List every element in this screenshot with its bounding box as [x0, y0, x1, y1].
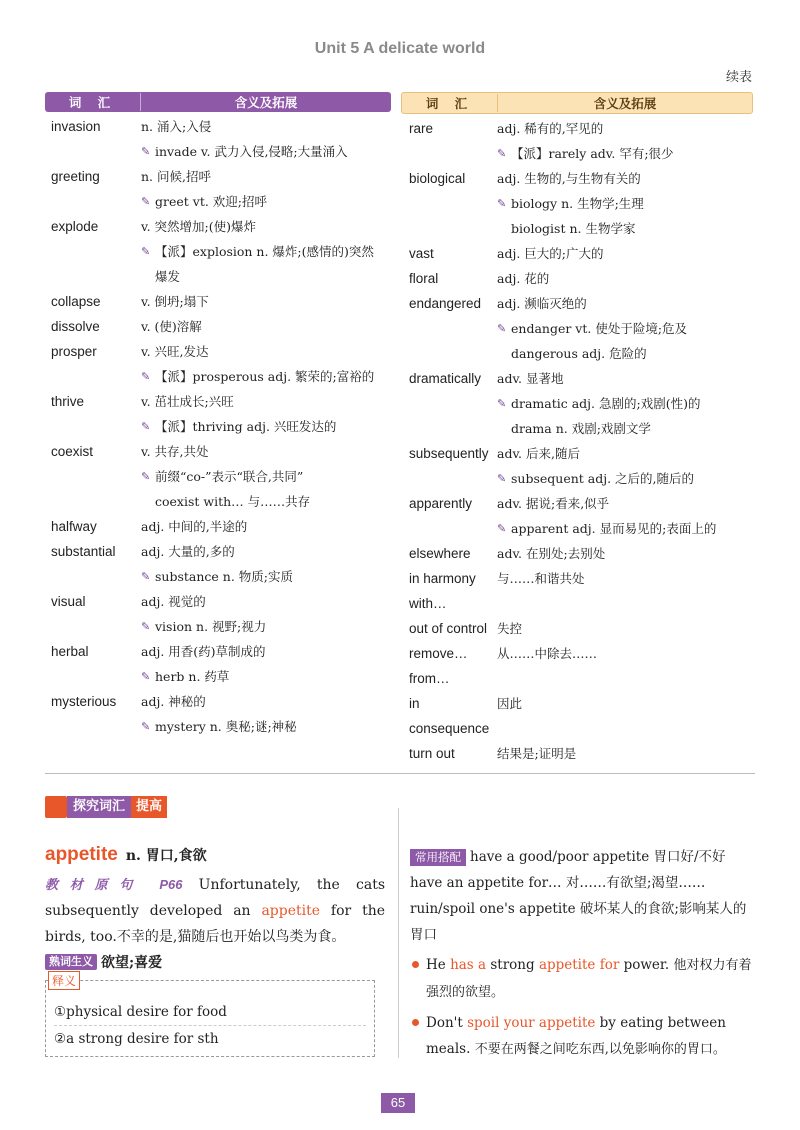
ex-translation: 不要在两餐之间吃东西,以免影响你的胃口。 — [474, 1042, 726, 1057]
vocab-word: greeting — [51, 169, 100, 184]
meaning-line: coexist with… 与……共存 — [155, 494, 311, 509]
vocab-meaning — [141, 589, 391, 639]
table-header — [45, 92, 391, 112]
vocab-word: out of control — [409, 621, 488, 636]
meaning-line: adj. 视觉的 — [141, 594, 206, 609]
ex-text: Don't — [426, 1015, 468, 1031]
vocab-word: thrive — [51, 394, 85, 409]
table-row — [401, 241, 753, 266]
table-row — [401, 366, 753, 441]
table-row — [401, 291, 753, 366]
table-row — [401, 441, 753, 491]
vocab-meaning — [497, 491, 753, 541]
vocab-meaning — [497, 616, 753, 641]
definition-2: ②a strong desire for sth — [54, 1031, 219, 1047]
example-1 — [410, 952, 755, 1006]
meaning-line: adv. 在别处;去别处 — [497, 546, 606, 561]
vocab-word: explode — [51, 219, 99, 234]
vocab-meaning — [141, 439, 391, 514]
table-rows — [45, 114, 391, 739]
section-subtitle: 提高 — [131, 796, 167, 818]
ex-translation: 他对权力有着强烈的欲望。 — [426, 958, 752, 1000]
table-row — [45, 164, 391, 214]
vocab-meaning — [141, 639, 391, 689]
extension-line: ✎ greet vt. 欢迎;招呼 — [141, 189, 391, 214]
vocab-meaning — [141, 339, 391, 389]
vocab-meaning — [141, 114, 391, 164]
meaning-line: biologist n. 生物学家 — [511, 221, 636, 236]
table-row — [401, 116, 753, 166]
meaning-line: n. 涌入;入侵 — [141, 119, 212, 134]
meaning-line: adj. 花的 — [497, 271, 550, 286]
book-icon — [45, 796, 67, 818]
collocation-3: ruin/spoil one's appetite 破坏某人的食欲;影响某人的胃口 — [410, 901, 747, 943]
extension-line: ✎ biology n. 生物学;生理 — [497, 191, 753, 216]
extension-line: ✎ 【派】prosperous adj. 繁荣的;富裕的 — [141, 364, 391, 389]
new-sense — [45, 952, 385, 972]
vocab-meaning — [497, 366, 753, 441]
collocation-2: have an appetite for… 对……有欲望;渴望…… — [410, 875, 706, 891]
meaning-line: adj. 稀有的,罕见的 — [497, 121, 604, 136]
vocab-meaning — [141, 214, 391, 289]
ex-highlight: spoil your appetite — [467, 1015, 596, 1031]
vocab-meaning — [141, 514, 391, 539]
meaning-line: dangerous adj. 危险的 — [511, 346, 647, 361]
collocation-tag: 常用搭配 — [410, 849, 466, 866]
table-row — [45, 214, 391, 289]
unit-title: Unit 5 A delicate world — [314, 40, 486, 57]
table-row — [45, 314, 391, 339]
headword-definition: n. 胃口,食欲 — [125, 848, 207, 864]
table-rows — [401, 116, 753, 766]
meaning-line: adv. 显著地 — [497, 371, 564, 386]
table-row — [45, 514, 391, 539]
vocab-meaning — [141, 164, 391, 214]
section-title: 探究词汇 — [67, 796, 131, 818]
meaning-line: 与……和谐共处 — [497, 571, 585, 586]
meaning-line: adj. 用香(药)草制成的 — [141, 644, 266, 659]
vocab-meaning — [497, 241, 753, 266]
entry-right — [410, 844, 755, 1063]
source-highlight: appetite — [261, 903, 321, 919]
vocab-word: in consequence — [409, 696, 490, 736]
ex-highlight: appetite for — [538, 957, 620, 973]
extension-line: ✎ 【派】rarely adv. 罕有;很少 — [497, 141, 753, 166]
vocab-meaning — [141, 689, 391, 739]
source-sentence — [45, 872, 385, 950]
continued-label: 续表 — [725, 70, 752, 85]
vocab-meaning — [497, 741, 753, 766]
extension-line: ✎ 【派】thriving adj. 兴旺发达的 — [141, 414, 391, 439]
meaning-line: adj. 生物的,与生物有关的 — [497, 171, 641, 186]
table-row — [401, 691, 753, 741]
ex-text: by eating between meals. — [426, 1015, 726, 1057]
vocab-word: endangered — [409, 296, 482, 311]
table-row — [45, 539, 391, 589]
ex-text: He — [426, 957, 451, 973]
extension-line: ✎ vision n. 视野;视力 — [141, 614, 391, 639]
vocab-word: substantial — [51, 544, 116, 559]
table-row — [45, 339, 391, 389]
meaning-line: v. (使)溶解 — [141, 319, 202, 334]
meaning-line: 爆发 — [155, 269, 181, 284]
extension-line: ✎ apparent adj. 显而易见的;表面上的 — [497, 516, 753, 541]
vocab-word: collapse — [51, 294, 101, 309]
vocab-word: dramatically — [409, 371, 482, 386]
meaning-line: 因此 — [497, 696, 523, 711]
extension-line: ✎ invade v. 武力入侵,侵略;大量涌入 — [141, 139, 391, 164]
source-en-end: for the birds, too. — [45, 903, 385, 945]
col-word-header: 词 汇 — [402, 94, 498, 112]
col-meaning-header: 含义及拓展 — [593, 96, 657, 111]
vocab-word: floral — [409, 271, 439, 286]
page-number: 65 — [381, 1093, 415, 1113]
source-tag: 教材原句 P66 — [45, 877, 183, 892]
definition-label: 释义 — [48, 971, 80, 990]
meaning-line: drama n. 戏剧;戏剧文学 — [511, 421, 651, 436]
vocab-meaning — [497, 641, 753, 691]
table-row — [401, 616, 753, 641]
vocab-word: dissolve — [51, 319, 100, 334]
extension-line: ✎ 【派】explosion n. 爆炸;(感情的)突然 — [141, 239, 391, 264]
meaning-line: v. 突然增加;(使)爆炸 — [141, 219, 256, 234]
vocab-table-left — [45, 92, 391, 739]
vocab-word: rare — [409, 121, 434, 136]
vocab-meaning — [497, 116, 753, 166]
meaning-line: adj. 中间的,半途的 — [141, 519, 248, 534]
vocab-table-right — [401, 92, 753, 766]
vocab-word: turn out — [409, 746, 455, 761]
extension-line: ✎ subsequent adj. 之后的,随后的 — [497, 466, 753, 491]
vocab-meaning — [497, 291, 753, 366]
meaning-line: v. 共存,共处 — [141, 444, 209, 459]
table-row — [45, 689, 391, 739]
vocab-meaning — [497, 566, 753, 616]
ex-highlight: has a — [450, 957, 487, 973]
vocab-word: mysterious — [51, 694, 117, 709]
extension-line: ✎ herb n. 药草 — [141, 664, 391, 689]
table-row — [401, 166, 753, 241]
col-word-header: 词 汇 — [45, 93, 141, 111]
table-row — [45, 439, 391, 514]
vocab-meaning — [497, 691, 753, 741]
sense-tag: 熟词生义 — [45, 954, 97, 970]
example-2 — [410, 1010, 755, 1063]
section-header — [45, 796, 167, 818]
vocab-word: in harmony with… — [409, 571, 476, 611]
extension-line: ✎ dramatic adj. 急剧的;戏剧(性)的 — [497, 391, 753, 416]
table-row — [45, 289, 391, 314]
vocab-word: herbal — [51, 644, 89, 659]
table-row — [45, 639, 391, 689]
extension-line: ✎ mystery n. 奥秘;谜;神秘 — [141, 714, 391, 739]
meaning-line: v. 倒坍;塌下 — [141, 294, 209, 309]
table-row — [45, 114, 391, 164]
vocab-word: subsequently — [409, 446, 489, 461]
vocab-word: visual — [51, 594, 86, 609]
vocab-meaning — [497, 441, 753, 491]
table-row — [45, 389, 391, 439]
meaning-line: v. 茁壮成长;兴旺 — [141, 394, 234, 409]
vocab-meaning — [497, 166, 753, 241]
vocab-word: remove… from… — [409, 646, 468, 686]
vocab-meaning — [141, 539, 391, 589]
table-row — [401, 566, 753, 616]
vocab-word: vast — [409, 246, 434, 261]
sense-text: 欲望;喜爱 — [101, 955, 163, 971]
collocation-1: have a good/poor appetite 胃口好/不好 — [470, 849, 726, 865]
meaning-line: adv. 据说;看来,似乎 — [497, 496, 610, 511]
vocab-meaning — [141, 289, 391, 314]
meaning-line: adj. 巨大的;广大的 — [497, 246, 604, 261]
meaning-line: 结果是;证明是 — [497, 746, 577, 761]
vocab-word: apparently — [409, 496, 473, 511]
vocab-word: coexist — [51, 444, 94, 459]
meaning-line: adj. 濒临灭绝的 — [497, 296, 587, 311]
table-row — [45, 589, 391, 639]
vocab-meaning — [141, 314, 391, 339]
vocab-meaning — [497, 266, 753, 291]
extension-line: ✎ 前缀“co-”表示“联合,共同” — [141, 464, 391, 489]
meaning-line: 从……中除去…… — [497, 646, 598, 661]
meaning-line: 失控 — [497, 621, 523, 636]
meaning-line: adj. 神秘的 — [141, 694, 206, 709]
table-row — [401, 641, 753, 691]
definition-box — [45, 974, 375, 1057]
entry-left — [45, 844, 385, 1057]
vocab-meaning — [141, 389, 391, 439]
table-row — [401, 541, 753, 566]
extension-line: ✎ endanger vt. 使处于险境;危及 — [497, 316, 753, 341]
table-row — [401, 266, 753, 291]
column-divider — [398, 808, 399, 1058]
col-meaning-header: 含义及拓展 — [234, 95, 298, 110]
meaning-line: adj. 大量的,多的 — [141, 544, 235, 559]
ex-text: power. — [619, 957, 670, 973]
definition-1: ①physical desire for food — [54, 999, 366, 1026]
meaning-line: adv. 后来,随后 — [497, 446, 580, 461]
table-row — [401, 491, 753, 541]
source-cn: 不幸的是,猫随后也开始以鸟类为食。 — [116, 929, 346, 945]
meaning-line: v. 兴旺,发达 — [141, 344, 209, 359]
vocab-word: elsewhere — [409, 546, 471, 561]
extension-line: ✎ substance n. 物质;实质 — [141, 564, 391, 589]
source-en: Unfortunately, the cats subsequently developed an — [45, 877, 385, 919]
headword: appetite — [45, 844, 118, 865]
meaning-line: n. 问候,招呼 — [141, 169, 211, 184]
table-row — [401, 741, 753, 766]
vocab-word: halfway — [51, 519, 97, 534]
vocab-word: invasion — [51, 119, 101, 134]
table-header — [401, 92, 753, 114]
divider — [45, 773, 755, 774]
ex-text: strong — [486, 957, 539, 973]
vocab-word: biological — [409, 171, 466, 186]
vocab-word: prosper — [51, 344, 97, 359]
vocab-meaning — [497, 541, 753, 566]
